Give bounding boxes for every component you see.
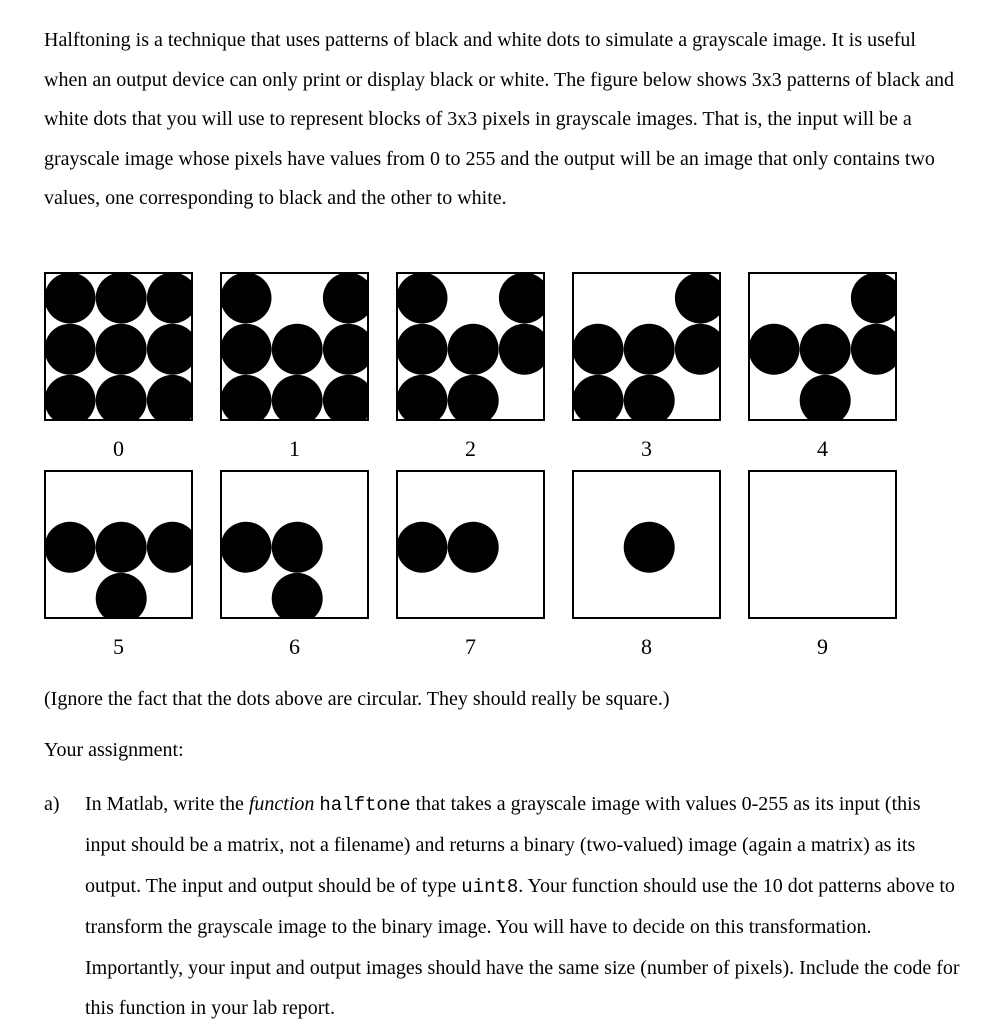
pattern-dots [748,470,897,619]
black-dot [499,324,545,375]
black-dot [45,375,96,421]
pattern-dots [44,470,193,619]
pattern-dots [572,470,721,619]
item-a-text-3: that takes a grayscale image with values 0-255 as its input (this input should be a matrix, not a filename) and returns a binary (two-valued) image (again a matrix) as its output. The input and output should be of type [85,793,921,897]
pattern-2 [396,272,545,421]
black-dot [221,375,272,421]
item-a-text [85,784,961,1028]
black-dot [96,573,147,619]
black-dot [45,522,96,573]
item-a-text-1: In Matlab, write the [85,793,249,815]
pattern-dots [396,272,545,421]
pattern-dots [220,470,369,619]
black-dot [96,324,147,375]
black-dot [96,522,147,573]
black-dot [221,273,272,324]
pattern-6 [220,470,369,619]
black-dot [323,273,369,324]
black-dot [272,324,323,375]
black-dot [221,324,272,375]
pattern-label: 7 [465,634,476,659]
black-dot [272,522,323,573]
pattern-1 [220,272,369,421]
figure-note: (Ignore the fact that the dots above are circular. They should really be square.) [44,688,670,710]
pattern-label: 3 [641,436,652,461]
assignment-heading: Your assignment: [44,739,184,761]
pattern-8 [572,470,721,619]
function-name-code: halftone [319,794,411,816]
black-dot [147,375,193,421]
black-dot [147,522,193,573]
black-dot [851,273,897,324]
pattern-dots [572,272,721,421]
black-dot [397,375,448,421]
pattern-label: 2 [465,436,476,461]
black-dot [147,324,193,375]
intro-paragraph: Halftoning is a technique that uses patterns of black and white dots to simulate a grayscale image. It is useful when an output device can only print or display black or white. The figure below shows 3x3 patterns of black and white dots that you will use to represent blocks of 3x3 pixels in grayscale images. That is, the input will be a grayscale image whose pixels have values from 0 to 255 and the output will be an image that only contains two values, one corresponding to black and the other to white. [44,29,954,210]
black-dot [851,324,897,375]
black-dot [45,273,96,324]
black-dot [96,375,147,421]
pattern-label: 0 [113,436,124,461]
function-emphasis: function [248,793,315,815]
black-dot [624,324,675,375]
black-dot [624,522,675,573]
type-name-code: uint8 [461,875,519,898]
black-dot [675,273,721,324]
item-a-text-4: . Your function should use the 10 dot patterns above to transform the grayscale image to the binary image. You will have to decide on this transformation. Importantly, your input and output images should have the same size (number of pixels). Include the code for this function in your lab report. [85,874,960,1020]
black-dot [397,324,448,375]
pattern-9 [748,470,897,619]
pattern-label: 6 [289,634,300,659]
black-dot [499,273,545,324]
pattern-0 [44,272,193,421]
black-dot [323,375,369,421]
pattern-label: 1 [289,436,300,461]
black-dot [573,324,624,375]
black-dot [96,273,147,324]
pattern-dots [44,272,193,421]
pattern-dots [396,470,545,619]
black-dot [800,375,851,421]
black-dot [323,324,369,375]
black-dot [272,573,323,619]
black-dot [397,273,448,324]
pattern-dots [220,272,369,421]
black-dot [45,324,96,375]
black-dot [397,522,448,573]
black-dot [675,324,721,375]
pattern-label: 9 [817,634,828,659]
pattern-label: 8 [641,634,652,659]
black-dot [448,522,499,573]
black-dot [448,324,499,375]
black-dot [147,273,193,324]
black-dot [573,375,624,421]
item-marker: a) [44,793,60,815]
pattern-3 [572,272,721,421]
pattern-7 [396,470,545,619]
pattern-label: 4 [817,436,828,461]
pattern-4 [748,272,897,421]
black-dot [272,375,323,421]
black-dot [221,522,272,573]
pattern-label: 5 [113,634,124,659]
pattern-dots [748,272,897,421]
black-dot [448,375,499,421]
pattern-5 [44,470,193,619]
black-dot [624,375,675,421]
black-dot [800,324,851,375]
black-dot [749,324,800,375]
